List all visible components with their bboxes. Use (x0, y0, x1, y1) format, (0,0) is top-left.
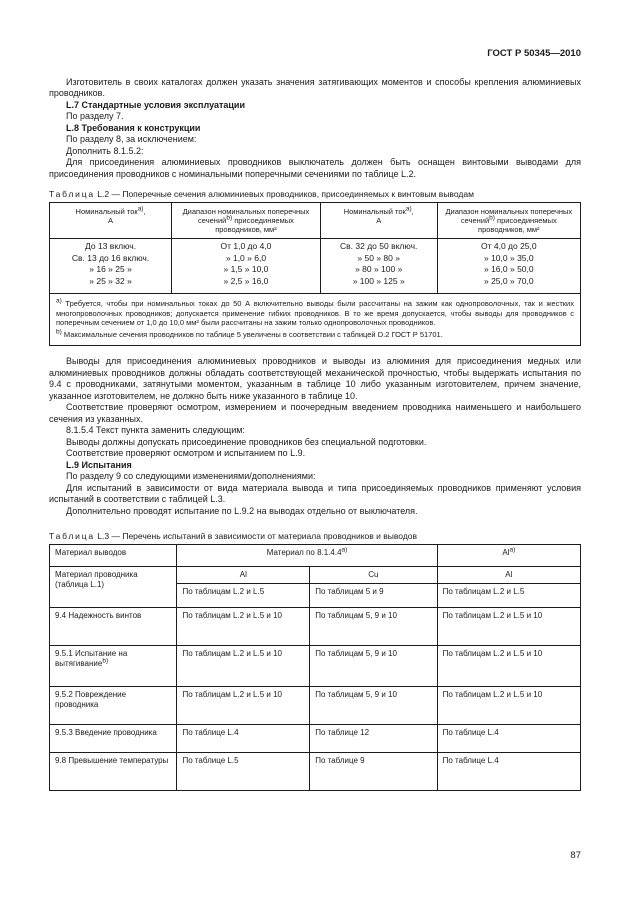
l2-header-current-text: Номинальный ток (343, 207, 406, 216)
l2-footnote-marker-a: а) (137, 205, 144, 213)
l3-footnote-marker-b: b) (102, 657, 109, 665)
l2-cell-line: » 1,5 » 10,0 (223, 264, 269, 274)
l3-header-conductor-material: Материал проводника (таблица L.1) (50, 567, 177, 608)
para-compliance-check-1: Соответствие проверяют осмотром, измерением и поочередным введением проводника наименьшего и наибольшего сечения из указанных. (49, 402, 581, 424)
l3-cell: По таблицам L.2 и L.5 и 10 (177, 687, 310, 725)
l3-ref-cell: По таблицам L.2 и L.5 (437, 584, 580, 608)
l2-cell-line: До 13 включ. (85, 241, 137, 251)
l2-data-col-current-right (320, 239, 437, 294)
l2-header-current-unit: А (376, 216, 382, 225)
l2-header-range-unit: присоединяемых проводников, мм² (215, 216, 294, 234)
l3-cell: По таблице L.4 (177, 725, 310, 753)
l3-ref-cell: По таблицам L.2 и L.5 (177, 584, 310, 608)
l3-cell: По таблице 12 (310, 725, 437, 753)
l2-header-current-right (320, 203, 437, 239)
l3-footnote-marker-a: а) (509, 546, 516, 554)
table-l2-data-row (50, 239, 581, 294)
l3-subheader-cu: Cu (310, 567, 437, 584)
l2-cell-line: Св. 13 до 16 включ. (71, 252, 150, 263)
l3-test-label (50, 687, 177, 725)
table-l3-caption (49, 531, 581, 541)
para-l9-1: По разделу 9 со следующими изменениями/дополнениями: (66, 471, 316, 481)
l2-cell-line: » 25,0 » 70,0 (483, 275, 534, 286)
table-l2-caption-word: Таблица (49, 189, 95, 199)
l2-header-current-unit: А (108, 216, 114, 225)
table-row-9-5-3 (50, 725, 581, 753)
l3-cell: По таблицам L.2 и L.5 и 10 (177, 646, 310, 687)
table-l2-caption (49, 189, 581, 199)
footnote-b (56, 330, 574, 340)
l2-footnote-marker-b: b) (489, 214, 495, 222)
page-number: 87 (570, 850, 581, 861)
footnote-b-text: Максимальные сечения проводников по таблице 5 увеличены в соответствии с таблицей D.2 ГОСТ Р 51701. (61, 329, 443, 339)
l3-test-label-text: 9.8 Превышение температуры (55, 756, 169, 765)
l2-cell-line: » 50 » 80 » (357, 252, 400, 263)
heading-l7: L.7 Стандартные условия эксплуатации (66, 99, 245, 110)
para-l9-2: Для испытаний в зависимости от вида материала вывода и типа присоединяемых проводников применяют условия испытаний в соответствии с таблицей L.3. (49, 482, 581, 504)
doc-number: ГОСТ Р 50345—2010 (487, 48, 581, 59)
l2-cell-line: Св. 32 до 50 включ. (340, 241, 418, 251)
l2-footnotes-cell (50, 294, 581, 346)
l2-header-range-text: Диапазон номинальных поперечных сечений (445, 207, 573, 225)
l3-cell: По таблице L.4 (437, 753, 580, 791)
l3-subheader-al-2: Al (437, 567, 580, 584)
table-l3 (49, 544, 581, 791)
l2-cell-line: » 2,5 » 16,0 (223, 275, 269, 286)
footnote-a-text: Требуется, чтобы при номинальных токах до 50 А включительно выводы были рассчитаны на зажим как однопроволочных, так и жестких многопроволочных проводников; допускается применение гибких проводников. В то же время допускается, чтобы выводы для проводников с поперечным сечением от 1,0 до 10,0 мм² были рассчитаны на зажим только однопроволочных проводников. (56, 299, 574, 327)
l3-test-label (50, 608, 177, 646)
l2-header-range-unit: присоединяемых проводников, мм² (478, 216, 557, 234)
l2-data-col-current-left (50, 239, 172, 294)
l3-cell: По таблицам L.2 и L.5 и 10 (437, 608, 580, 646)
para-l8-1: По разделу 8, за исключением: (66, 134, 197, 144)
l3-test-label (50, 725, 177, 753)
l2-header-current-text: Номинальный ток (75, 207, 138, 216)
para-l8-2: Дополнить 8.1.5.2: (66, 145, 144, 156)
table-l2-footnote-row (50, 294, 581, 346)
l2-data-col-range-right (437, 239, 580, 294)
l3-header-al-text: Al (502, 548, 510, 557)
para-8154: 8.1.5.4 Текст пункта заменить следующим: (66, 425, 245, 435)
l3-cell: По таблицам L.2 и L.5 и 10 (437, 687, 580, 725)
l2-data-col-range-left (172, 239, 321, 294)
l2-footnote-marker-b: b) (226, 214, 233, 222)
footnote-a-marker: а) (56, 297, 62, 305)
l2-cell-line: От 1,0 до 4,0 (220, 241, 272, 251)
l2-header-current-comma: , (411, 207, 414, 216)
l3-cell: По таблице L.4 (437, 725, 580, 753)
footnote-a (56, 299, 574, 328)
l2-cell-line: » 100 » 125 » (352, 275, 405, 286)
l3-subheader-al-1: Al (177, 567, 310, 584)
l3-test-label-text: 9.4 Надежность винтов (55, 611, 142, 620)
l3-test-label-text: 9.5.1 Испытание на вытягивание (55, 649, 128, 668)
l2-footnote-marker-a: а) (405, 205, 412, 213)
para-l8-3: Для присоединения алюминиевых проводников выключатель должен быть оснащен винтовыми выводами для присоединения проводников с номинальными поперечными сечениями по таблице L.2. (49, 157, 581, 179)
table-row-9-5-2 (50, 687, 581, 725)
l3-header-terminal-material: Материал выводов (50, 545, 177, 567)
l3-test-label (50, 753, 177, 791)
para-manufacturer-note: Изготовитель в своих каталогах должен указать значения затягивающих моментов и способы крепления алюминиевых проводников. (49, 76, 581, 98)
table-l2-header-row (50, 203, 581, 239)
l2-cell-line: От 4,0 до 25,0 (480, 241, 537, 251)
l3-cell: По таблицам L.2 и L.5 и 10 (437, 646, 580, 687)
heading-l9: L.9 Испытания (66, 459, 132, 470)
l3-ref-cell: По таблицам 5 и 9 (310, 584, 437, 608)
l2-cell-line: » 16 » 25 » (89, 264, 132, 274)
l3-cell: По таблицам 5, 9 и 10 (310, 646, 437, 687)
l2-header-range-left (172, 203, 321, 239)
table-l3-header-row-2 (50, 567, 581, 584)
table-l3-caption-text: L.3 — Перечень испытаний в зависимости от материала проводников и выводов (94, 531, 418, 541)
table-l3-header-row-1 (50, 545, 581, 567)
table-row-9-8 (50, 753, 581, 791)
table-l2-caption-text: L.2 — Поперечные сечения алюминиевых проводников, присоединяемых к винтовым выводам (94, 189, 474, 199)
para-l9-3: Дополнительно проводят испытание по L.9.2 на выводах отдельно от выключателя. (66, 505, 418, 516)
l2-cell-line: » 25 » 32 » (89, 275, 132, 286)
l3-cell: По таблицам 5, 9 и 10 (310, 687, 437, 725)
para-no-preparation: Выводы должны допускать присоединение проводников без специальной подготовки. (66, 436, 427, 447)
l2-cell-line: » 80 » 100 » (355, 264, 403, 274)
l3-header-material-8144 (177, 545, 437, 567)
l3-cell: По таблицам L.2 и L.5 и 10 (177, 608, 310, 646)
heading-l8: L.8 Требования к конструкции (66, 122, 201, 133)
para-l7: По разделу 7. (66, 111, 124, 121)
l2-header-current-left (50, 203, 172, 239)
table-l2 (49, 202, 581, 346)
l2-cell-line: » 10,0 » 35,0 (483, 252, 534, 263)
l2-cell-line: » 16,0 » 50,0 (483, 264, 534, 274)
l3-footnote-marker-a: а) (341, 546, 348, 554)
l3-cell: По таблице L.5 (177, 753, 310, 791)
para-terminals-strength: Выводы для присоединения алюминиевых проводников и выводы из алюминия для присоединения медных или алюминиевых проводников должны обладать соответствующей механической прочностью, чтобы выдержать испытания по 9.4 с проводниками, затянутыми моментом, указанным в таблице 10 либо указанным изготовителем, причем значение, указанное изготовителем, не должно быть ниже указанного в таблице 10. (49, 356, 581, 401)
table-row-9-4 (50, 608, 581, 646)
l2-header-range-text: Диапазон номинальных поперечных сечений (182, 207, 310, 225)
l3-test-label-text: 9.5.3 Введение проводника (55, 728, 157, 737)
l3-test-label-text: 9.5.2 Повреждение проводника (55, 690, 127, 709)
table-l3-caption-word: Таблица (49, 531, 95, 541)
l3-cell: По таблицам 5, 9 и 10 (310, 608, 437, 646)
l3-header-material-text: Материал по 8.1.4.4 (266, 548, 342, 557)
l3-cell: По таблице 9 (310, 753, 437, 791)
l2-header-current-comma: , (143, 207, 146, 216)
para-compliance-check-2: Соответствие проверяют осмотром и испытанием по L.9. (66, 448, 306, 458)
table-row-9-5-1 (50, 646, 581, 687)
l3-test-label (50, 646, 177, 687)
footnote-b-marker: b) (56, 328, 62, 335)
l2-header-range-right (437, 203, 580, 239)
l2-cell-line: » 1,0 » 6,0 (225, 252, 267, 263)
l3-header-al (437, 545, 580, 567)
